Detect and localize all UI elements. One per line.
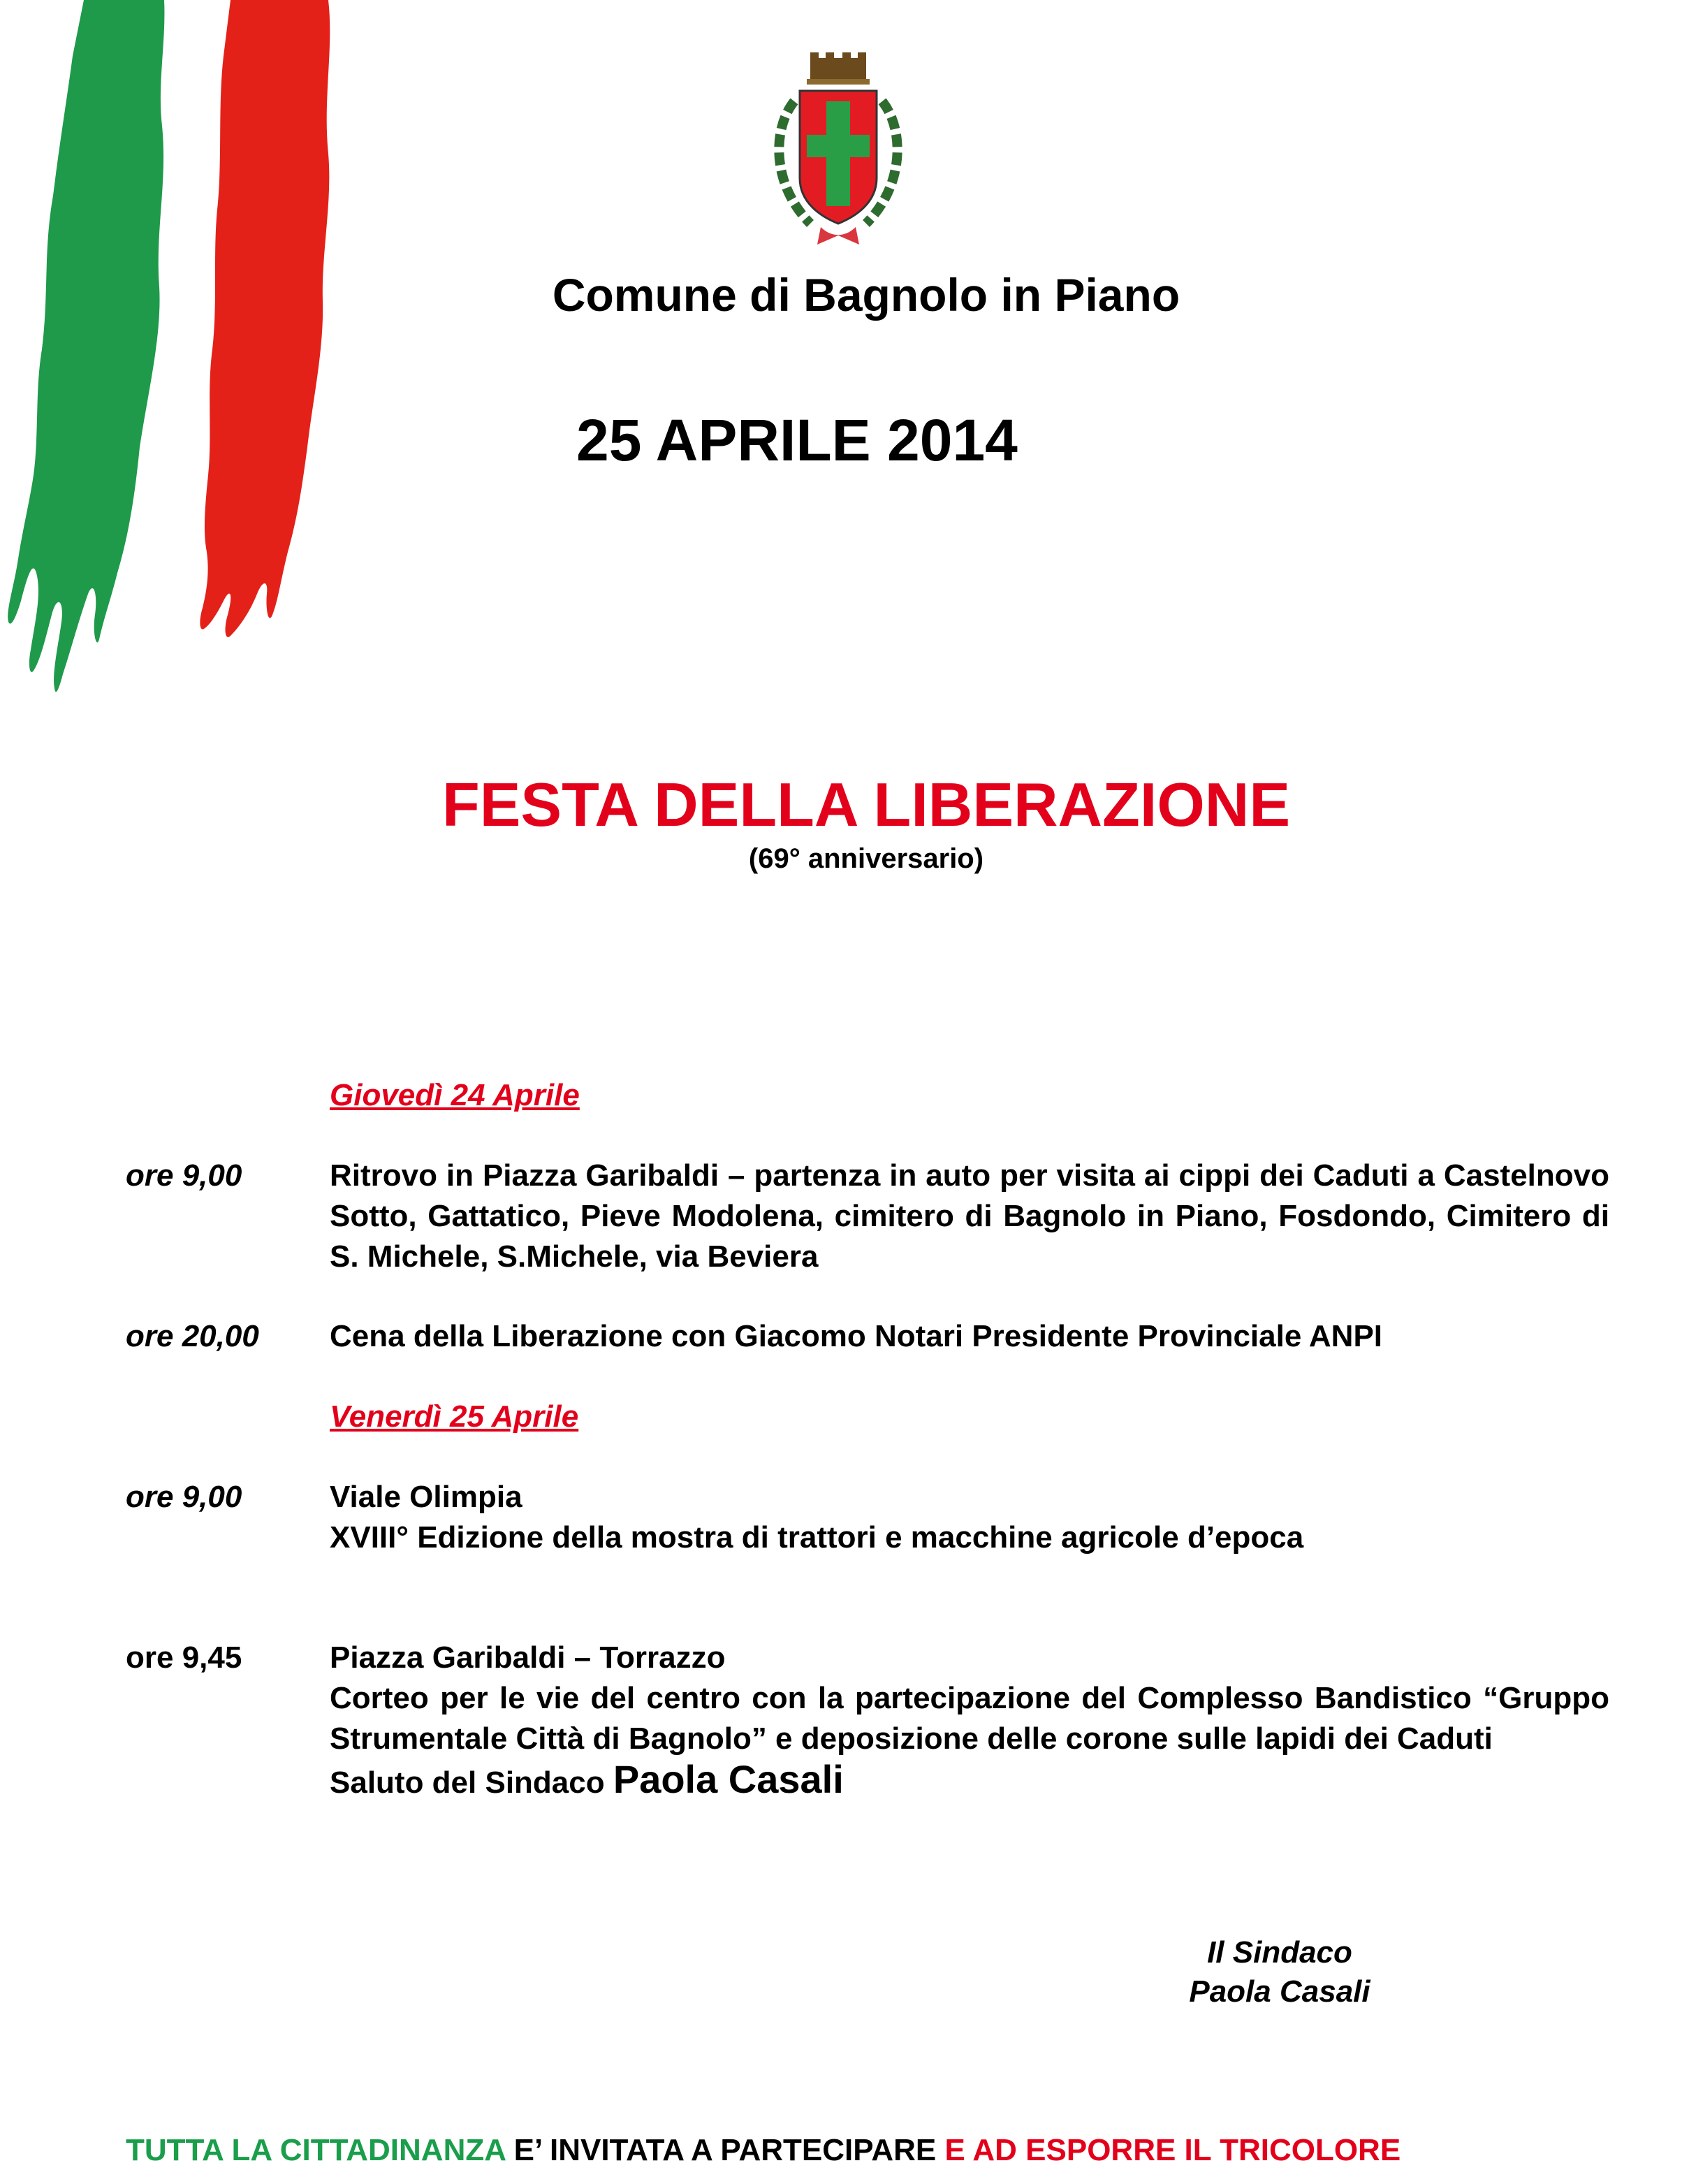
event-3-time: ore 9,00 [126,1480,242,1514]
event-1-description: Ritrovo in Piazza Garibaldi – partenza in auto per visita ai cippi dei Caduti a Castelnovo Sotto, Gattatico, Pieve Modolena, cimitero di Bagnolo in Piano, Fosdondo, Cimitero di S. Michele, S.Michele, via Beviera [330,1158,1609,1274]
day-heading-friday: Venerdì 25 Aprile [330,1399,579,1434]
event-title: FESTA DELLA LIBERAZIONE [441,770,1291,839]
tricolore-brush-decoration [0,0,363,706]
event-3-detail: XVIII° Edizione della mostra di trattori e macchine agricole d’epoca [330,1520,1304,1555]
municipality-name: Comune di Bagnolo in Piano [552,269,1180,321]
event-subtitle: (69° anniversario) [748,843,984,874]
event-2-description: Cena della Liberazione con Giacomo Notari Presidente Provinciale ANPI [330,1319,1383,1353]
event-4-detail: Corteo per le vie del centro con la partecipazione del Complesso Bandistico “Gruppo Strumentale Città di Bagnolo” e deposizione delle corone sulle lapidi dei Caduti [330,1681,1609,1756]
event-3-description [330,1477,1609,1558]
event-4-location: Piazza Garibaldi – Torrazzo [330,1640,726,1675]
event-3-location: Viale Olimpia [330,1480,522,1514]
footer-citizens: TUTTA LA CITTADINANZA [126,2133,506,2167]
event-4-description [330,1638,1609,1803]
invitation-footer [126,2131,1401,2170]
greeting-text: Saluto del Sindaco [330,1766,613,1800]
event-4-greeting [330,1759,1609,1803]
coat-of-arms-emblem [744,52,933,262]
footer-invited: E’ INVITATA A PARTECIPARE [505,2133,945,2167]
footer-tricolore: E AD ESPORRE IL TRICOLORE [944,2133,1401,2167]
event-date: 25 APRILE 2014 [576,407,1018,473]
day-heading-thursday: Giovedì 24 Aprile [330,1078,580,1112]
signature-role: Il Sindaco [1207,1935,1352,1970]
event-4-time: ore 9,45 [126,1640,242,1675]
signature-name: Paola Casali [1189,1974,1370,2009]
event-1-time: ore 9,00 [126,1158,242,1193]
mayor-name-inline: Paola Casali [613,1757,844,1801]
event-2-time: ore 20,00 [126,1319,259,1353]
